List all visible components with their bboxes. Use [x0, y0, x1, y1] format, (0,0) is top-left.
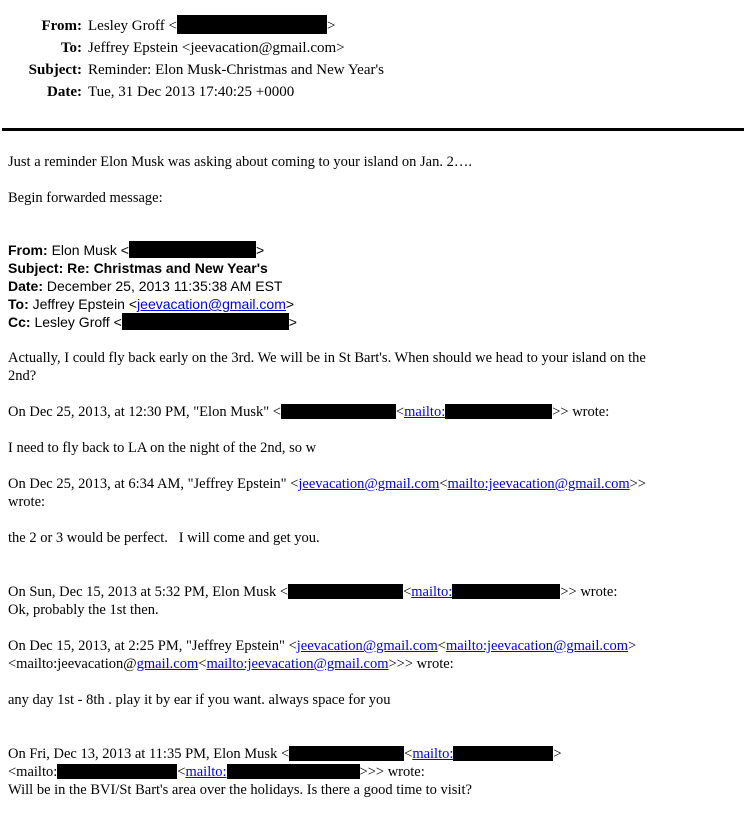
header-row-to — [0, 37, 738, 59]
mailto-link[interactable]: mailto:jeevacation@gmail.com — [445, 638, 628, 654]
redaction-box — [122, 313, 289, 330]
text-line — [8, 367, 738, 385]
text-run: >> — [629, 476, 646, 492]
text-run: Elon Musk < — [51, 242, 129, 258]
email-address-link[interactable]: gmail.com — [136, 656, 199, 672]
header-row-date — [0, 81, 738, 103]
text-line — [8, 277, 738, 295]
text-line — [8, 529, 738, 547]
mailto-link[interactable]: mailto: — [411, 584, 453, 600]
musk-reply-fly-back — [8, 349, 738, 385]
begin-forwarded-label — [8, 189, 738, 207]
text-line — [8, 295, 738, 313]
text-run: >>> wrote: — [388, 656, 454, 672]
email-address-link[interactable]: jeevacation@gmail.com — [298, 476, 440, 492]
text-run: Will be in the BVI/St Bart's area over the holidays. Is there a good time to visit? — [8, 782, 472, 798]
mailto-link[interactable]: mailto:jeevacation@gmail.com — [206, 656, 389, 672]
text-run: December 25, 2013 11:35:38 AM EST — [46, 278, 283, 294]
text-run: < — [403, 584, 412, 600]
quote-header-dec25-1230pm — [8, 403, 738, 421]
text-run: On Dec 25, 2013, at 12:30 PM, "Elon Musk" < — [8, 404, 281, 420]
text-line — [8, 241, 738, 259]
redaction-box — [452, 584, 560, 599]
text-run: < — [404, 746, 413, 762]
field-label: Date: — [8, 278, 47, 294]
text-line — [8, 153, 738, 171]
text-line — [8, 583, 738, 601]
quote-header-dec15-532pm — [8, 583, 738, 619]
text-line — [8, 745, 738, 763]
text-line — [8, 475, 738, 493]
text-line — [8, 637, 738, 655]
header-field-label: To: — [60, 40, 82, 56]
redaction-box — [289, 746, 404, 761]
text-line — [8, 189, 738, 207]
header-field-label: Date: — [47, 84, 82, 100]
text-run: < — [437, 638, 446, 654]
text-run: > — [285, 296, 295, 312]
text-run: wrote: — [8, 494, 46, 510]
field-label: Subject: Re: Christmas and New Year's — [8, 260, 268, 276]
text-line — [8, 781, 738, 799]
text-run: >> wrote: — [552, 404, 610, 420]
text-run: Actually, I could fly back early on the 3rd. We will be in St Bart's. When should we head to your island on the — [8, 350, 646, 366]
text-run: Tue, 31 Dec 2013 17:40:25 +0000 — [88, 84, 295, 100]
redaction-box — [453, 746, 553, 761]
header-field-label: Subject: — [28, 62, 82, 78]
text-run: <mailto: — [8, 764, 58, 780]
forwarded-header — [8, 241, 738, 331]
text-line — [8, 403, 738, 421]
text-run: < — [177, 764, 186, 780]
text-run: > — [327, 18, 336, 34]
text-run: <mailto:jeevacation@ — [8, 656, 137, 672]
field-label: From: — [8, 242, 52, 258]
header-row-from — [0, 15, 738, 37]
text-run: >>> wrote: — [359, 764, 425, 780]
text-run: Lesley Groff < — [34, 314, 122, 330]
text-line — [8, 259, 738, 277]
text-run: < — [439, 476, 448, 492]
text-run: < — [198, 656, 207, 672]
text-line — [8, 691, 738, 709]
header-field-label: From: — [41, 18, 82, 34]
text-run: any day 1st - 8th . play it by ear if you want. always space for you — [8, 692, 391, 708]
header-row-subject — [0, 59, 738, 81]
musk-la-night-line — [8, 439, 738, 457]
text-run: On Sun, Dec 15, 2013 at 5:32 PM, Elon Musk < — [8, 584, 289, 600]
header-field-value — [88, 59, 384, 81]
text-run: Lesley Groff < — [88, 18, 177, 34]
header-divider — [2, 128, 744, 131]
epstein-2-or-3-line — [8, 529, 738, 547]
text-line — [8, 439, 738, 457]
redaction-box — [227, 764, 360, 779]
redaction-box — [445, 404, 552, 419]
intro-paragraph — [8, 153, 738, 171]
header-field-value — [88, 15, 335, 37]
text-line — [8, 493, 738, 511]
quote-header-dec15-225pm — [8, 637, 738, 673]
mailto-link[interactable]: mailto: — [412, 746, 454, 762]
text-run: < — [395, 404, 405, 420]
text-run: Ok, probably the 1st then. — [8, 602, 159, 618]
mailto-link[interactable]: mailto: — [404, 404, 446, 420]
text-run: Begin forwarded message: — [8, 190, 163, 206]
mailto-link[interactable]: mailto: — [185, 764, 227, 780]
email-address-link[interactable]: jeevacation@gmail.com — [296, 638, 438, 654]
text-run: Reminder: Elon Musk-Christmas and New Year's — [88, 62, 385, 78]
text-run: > — [553, 746, 562, 762]
text-run: I need to fly back to LA on the night of the 2nd, so w — [8, 440, 317, 456]
text-run: > — [628, 638, 637, 654]
header-field-value — [88, 81, 294, 103]
text-run: >> wrote: — [560, 584, 618, 600]
text-line — [8, 313, 738, 331]
redaction-box — [177, 15, 327, 34]
text-run: On Dec 25, 2013, at 6:34 AM, "Jeffrey Epstein" < — [8, 476, 299, 492]
redaction-box — [281, 404, 396, 419]
text-run: > — [288, 314, 297, 330]
email-address-link[interactable]: jeevacation@gmail.com — [137, 296, 286, 312]
email-header — [0, 0, 746, 103]
mailto-link[interactable]: mailto:jeevacation@gmail.com — [447, 476, 630, 492]
epstein-any-day-line — [8, 691, 738, 709]
text-line — [8, 601, 738, 619]
text-run: On Fri, Dec 13, 2013 at 11:35 PM, Elon Musk < — [8, 746, 290, 762]
quote-header-dec25-634am — [8, 475, 738, 511]
text-run: the 2 or 3 would be perfect. I will come and get you. — [8, 530, 320, 546]
field-label: Cc: — [8, 314, 35, 330]
text-run: On Dec 15, 2013, at 2:25 PM, "Jeffrey Epstein" < — [8, 638, 297, 654]
text-line — [8, 349, 738, 367]
redaction-box — [57, 764, 177, 779]
field-label: To: — [8, 296, 33, 312]
redaction-box — [288, 584, 403, 599]
text-run: > — [256, 242, 265, 258]
redaction-box — [129, 241, 256, 258]
header-field-value — [88, 37, 345, 59]
text-run: Jeffrey Epstein < — [32, 296, 138, 312]
text-run: Just a reminder Elon Musk was asking about coming to your island on Jan. 2…. — [8, 154, 472, 170]
text-line — [8, 763, 738, 781]
text-run: 2nd? — [8, 368, 37, 384]
text-run: Jeffrey Epstein <jeevacation@gmail.com> — [88, 40, 345, 56]
quote-header-dec13-1135pm — [8, 745, 738, 799]
email-body — [0, 153, 746, 799]
text-line — [8, 655, 738, 673]
